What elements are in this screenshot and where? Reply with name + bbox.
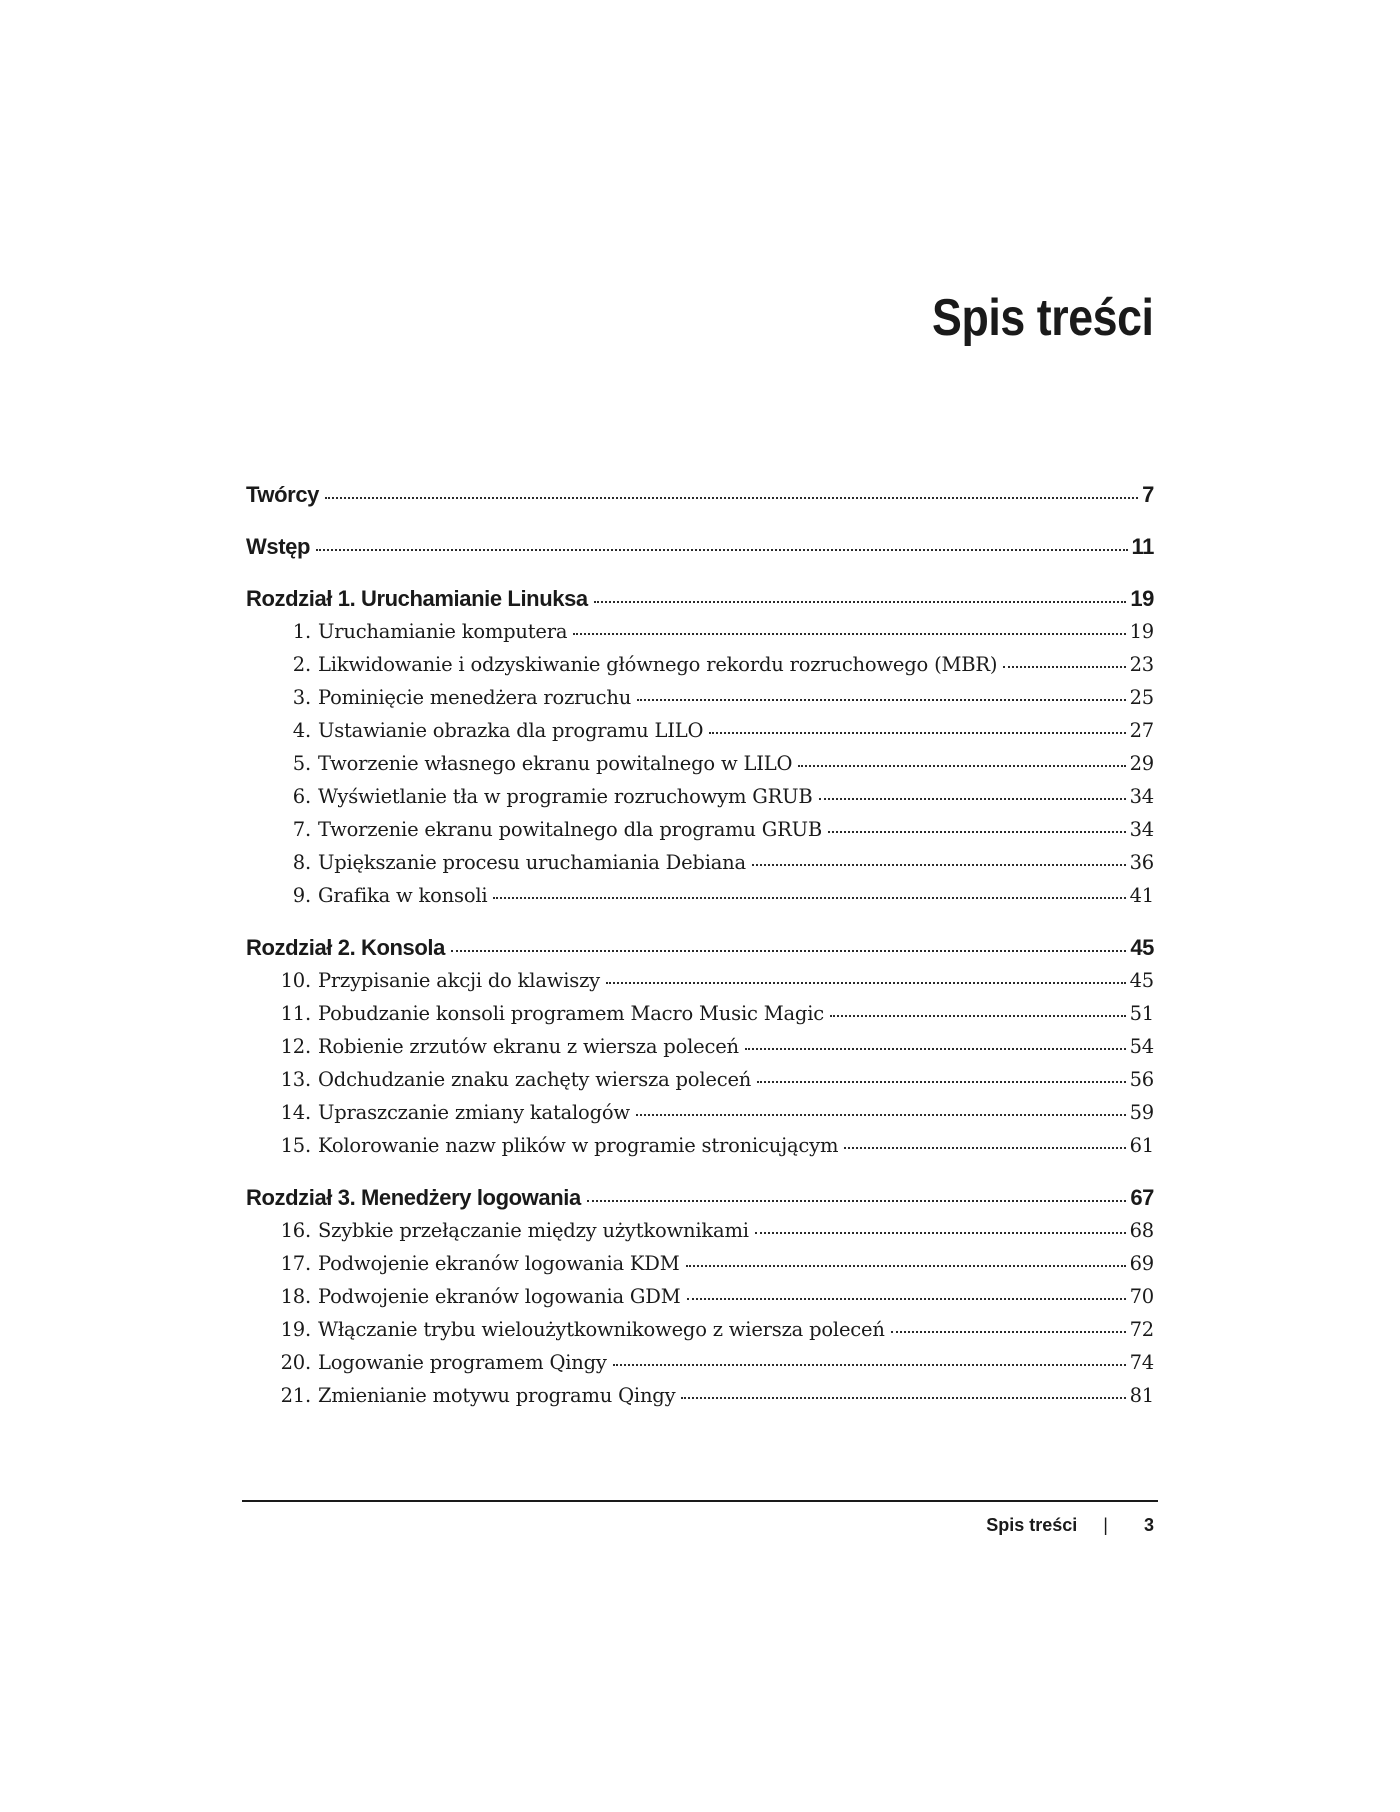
dot-leader bbox=[573, 614, 1125, 636]
toc-entry-row bbox=[246, 879, 1154, 912]
toc-entry-number: 9. bbox=[292, 884, 311, 907]
toc-chapter-row bbox=[246, 582, 1154, 615]
toc-entry-number: 7. bbox=[292, 818, 311, 841]
toc-entry-row bbox=[246, 648, 1154, 681]
toc-entry-number: 17. bbox=[280, 1252, 311, 1275]
toc-entry-title: Tworzenie własnego ekranu powitalnego w LILO bbox=[318, 752, 793, 775]
toc-chapter-row bbox=[246, 478, 1154, 511]
footer-divider bbox=[242, 1500, 1158, 1502]
toc-entry-row bbox=[246, 1346, 1154, 1379]
toc-page-number: 23 bbox=[1129, 653, 1154, 676]
table-of-contents bbox=[246, 478, 1154, 1412]
toc-entry-number: 20. bbox=[280, 1351, 311, 1374]
dot-leader bbox=[755, 1213, 1126, 1235]
toc-chapter-row bbox=[246, 1181, 1154, 1214]
dot-leader bbox=[681, 1378, 1125, 1400]
footer-page-number: 3 bbox=[1143, 1515, 1154, 1535]
toc-entry-number: 21. bbox=[280, 1384, 311, 1407]
toc-entry-title: Kolorowanie nazw plików w programie stronicującym bbox=[318, 1134, 839, 1157]
toc-page-number: 74 bbox=[1129, 1351, 1154, 1374]
dot-leader bbox=[325, 475, 1138, 499]
toc-page-number: 19 bbox=[1129, 620, 1154, 643]
toc-entry-row bbox=[246, 1129, 1154, 1162]
toc-page-number: 25 bbox=[1129, 686, 1154, 709]
toc-page-number: 68 bbox=[1129, 1219, 1154, 1242]
toc-page-number: 56 bbox=[1129, 1068, 1154, 1091]
toc-entry-title: Grafika w konsoli bbox=[318, 884, 488, 907]
toc-entry-title: Robienie zrzutów ekranu z wiersza poleceń bbox=[318, 1035, 739, 1058]
toc-entry-title: Szybkie przełączanie między użytkownikami bbox=[318, 1219, 749, 1242]
toc-entry-title: Ustawianie obrazka dla programu LILO bbox=[318, 719, 704, 742]
toc-page-number: 7 bbox=[1142, 482, 1154, 507]
dot-leader bbox=[606, 963, 1126, 985]
toc-entry-number: 15. bbox=[280, 1134, 311, 1157]
dot-leader bbox=[828, 812, 1126, 834]
toc-entry-row bbox=[246, 1063, 1154, 1096]
dot-leader bbox=[757, 1062, 1125, 1084]
toc-entry-number: 16. bbox=[280, 1219, 311, 1242]
toc-entry-number: 19. bbox=[280, 1318, 311, 1341]
toc-entry-row bbox=[246, 997, 1154, 1030]
toc-entry-title: Włączanie trybu wieloużytkownikowego z wiersza poleceń bbox=[318, 1318, 885, 1341]
toc-page-number: 11 bbox=[1131, 534, 1154, 559]
toc-entry-row bbox=[246, 681, 1154, 714]
toc-entry-row bbox=[246, 780, 1154, 813]
toc-entry-title: Pobudzanie konsoli programem Macro Music Magic bbox=[318, 1002, 824, 1025]
toc-entry-number: 3. bbox=[292, 686, 311, 709]
toc-entry-title: Przypisanie akcji do klawiszy bbox=[318, 969, 600, 992]
dot-leader bbox=[636, 1095, 1126, 1117]
toc-entry-number: 11. bbox=[280, 1002, 311, 1025]
toc-entry-number: 2. bbox=[292, 653, 311, 676]
dot-leader bbox=[891, 1312, 1126, 1334]
toc-entry-number: 5. bbox=[292, 752, 311, 775]
toc-entry-title: Likwidowanie i odzyskiwanie głównego rekordu rozruchowego (MBR) bbox=[318, 653, 998, 676]
toc-page-number: 36 bbox=[1129, 851, 1154, 874]
toc-entry-row bbox=[246, 1214, 1154, 1247]
toc-chapter-row bbox=[246, 931, 1154, 964]
toc-chapter-row bbox=[246, 530, 1154, 563]
toc-page-number: 27 bbox=[1129, 719, 1154, 742]
toc-entry-title: Podwojenie ekranów logowania KDM bbox=[318, 1252, 680, 1275]
toc-chapter-title: Twórcy bbox=[246, 482, 319, 507]
toc-entry-title: Upraszczanie zmiany katalogów bbox=[318, 1101, 630, 1124]
dot-leader bbox=[709, 713, 1125, 735]
footer-separator: | bbox=[1103, 1515, 1108, 1535]
dot-leader bbox=[819, 779, 1126, 801]
toc-page-number: 51 bbox=[1129, 1002, 1154, 1025]
dot-leader bbox=[594, 579, 1127, 603]
dot-leader bbox=[830, 996, 1126, 1018]
toc-entry-row bbox=[246, 1096, 1154, 1129]
dot-leader bbox=[686, 1246, 1126, 1268]
toc-entry-title: Podwojenie ekranów logowania GDM bbox=[318, 1285, 681, 1308]
toc-entry-number: 6. bbox=[292, 785, 311, 808]
toc-entry-row bbox=[246, 1313, 1154, 1346]
toc-chapter-title: Rozdział 2. Konsola bbox=[246, 935, 445, 960]
toc-entry-row bbox=[246, 846, 1154, 879]
toc-entry-title: Logowanie programem Qingy bbox=[318, 1351, 607, 1374]
toc-page-number: 59 bbox=[1129, 1101, 1154, 1124]
toc-entry-title: Upiększanie procesu uruchamiania Debiana bbox=[318, 851, 746, 874]
toc-page-number: 54 bbox=[1129, 1035, 1154, 1058]
toc-page-number: 70 bbox=[1129, 1285, 1154, 1308]
toc-entry-number: 4. bbox=[292, 719, 311, 742]
toc-entry-title: Odchudzanie znaku zachęty wiersza poleceń bbox=[318, 1068, 752, 1091]
toc-chapter-title: Rozdział 1. Uruchamianie Linuksa bbox=[246, 586, 588, 611]
toc-entry-title: Pominięcie menedżera rozruchu bbox=[318, 686, 632, 709]
toc-entry-title: Tworzenie ekranu powitalnego dla programu GRUB bbox=[318, 818, 822, 841]
toc-page-number: 61 bbox=[1129, 1134, 1154, 1157]
dot-leader bbox=[1003, 647, 1125, 669]
toc-page-number: 34 bbox=[1129, 818, 1154, 841]
toc-entry-row bbox=[246, 1280, 1154, 1313]
toc-page-number: 41 bbox=[1129, 884, 1154, 907]
dot-leader bbox=[844, 1128, 1125, 1150]
toc-entry-number: 18. bbox=[280, 1285, 311, 1308]
page-title: Spis treści bbox=[932, 289, 1154, 347]
toc-entry-number: 1. bbox=[292, 620, 311, 643]
toc-entry-title: Uruchamianie komputera bbox=[318, 620, 568, 643]
toc-entry-title: Wyświetlanie tła w programie rozruchowym GRUB bbox=[318, 785, 813, 808]
footer-label: Spis treści bbox=[986, 1515, 1078, 1535]
page-footer bbox=[986, 1515, 1154, 1536]
toc-entry-row bbox=[246, 615, 1154, 648]
dot-leader bbox=[798, 746, 1125, 768]
toc-page-number: 72 bbox=[1129, 1318, 1154, 1341]
dot-leader bbox=[316, 527, 1128, 551]
toc-page-number: 29 bbox=[1129, 752, 1154, 775]
toc-entry-number: 10. bbox=[280, 969, 311, 992]
toc-entry-row bbox=[246, 964, 1154, 997]
toc-entry-number: 14. bbox=[280, 1101, 311, 1124]
toc-entry-number: 13. bbox=[280, 1068, 311, 1091]
toc-page-number: 45 bbox=[1130, 935, 1154, 960]
toc-entry-number: 12. bbox=[280, 1035, 311, 1058]
dot-leader bbox=[613, 1345, 1126, 1367]
toc-chapter-title: Wstęp bbox=[246, 534, 311, 559]
dot-leader bbox=[493, 878, 1125, 900]
dot-leader bbox=[752, 845, 1126, 867]
toc-chapter-title: Rozdział 3. Menedżery logowania bbox=[246, 1185, 581, 1210]
toc-entry-row bbox=[246, 1247, 1154, 1280]
toc-entry-row bbox=[246, 714, 1154, 747]
dot-leader bbox=[637, 680, 1126, 702]
toc-entry-row bbox=[246, 747, 1154, 780]
toc-entry-number: 8. bbox=[292, 851, 311, 874]
toc-entry-title: Zmienianie motywu programu Qingy bbox=[318, 1384, 676, 1407]
toc-page-number: 81 bbox=[1129, 1384, 1154, 1407]
toc-page-number: 69 bbox=[1129, 1252, 1154, 1275]
toc-page-number: 67 bbox=[1130, 1185, 1154, 1210]
dot-leader bbox=[745, 1029, 1126, 1051]
toc-entry-row bbox=[246, 1030, 1154, 1063]
dot-leader bbox=[687, 1279, 1126, 1301]
toc-entry-row bbox=[246, 1379, 1154, 1412]
toc-page-number: 19 bbox=[1130, 586, 1154, 611]
toc-page-number: 34 bbox=[1129, 785, 1154, 808]
dot-leader bbox=[587, 1178, 1127, 1202]
toc-page-number: 45 bbox=[1129, 969, 1154, 992]
dot-leader bbox=[451, 928, 1126, 952]
toc-entry-row bbox=[246, 813, 1154, 846]
